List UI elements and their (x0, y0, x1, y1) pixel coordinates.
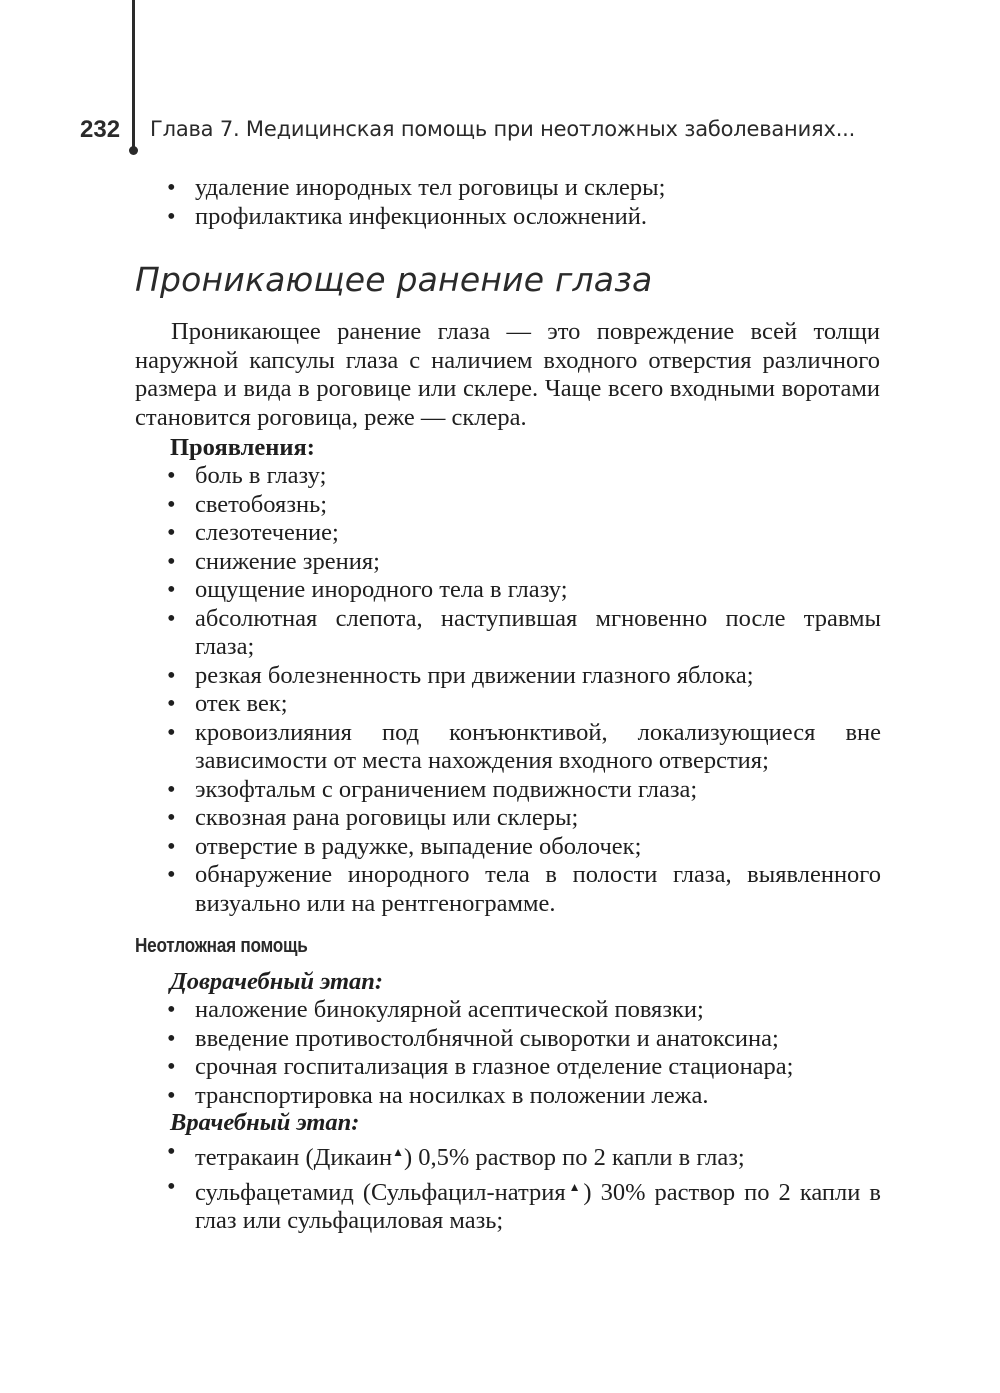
definition-paragraph: Проникающее ранение глаза — это повреждение всей толщи наружной капсулы глаза с наличием входного отверстия различного размера и вида в роговице или склере. Чаще всего входными воротами становится роговица, реже — склера. (135, 318, 880, 431)
list-item: • ощущение инородного тела в глазу; (167, 576, 568, 603)
list-item: • резкая болезненность при движении глазного яблока; (167, 661, 754, 689)
bullet-icon: • (167, 174, 176, 201)
bullet-icon: • (167, 490, 176, 518)
list-item: • транспортировка на носилках в положении лежа. (167, 1081, 709, 1109)
bullet-icon: • (167, 1172, 176, 1200)
manifestations-list (165, 462, 881, 918)
list-item: • введение противостолбнячной сыворотки и анатоксина; (167, 1024, 779, 1052)
section-title: Проникающее ранение глаза (135, 260, 653, 299)
bullet-icon: • (167, 547, 176, 575)
prehospital-list (165, 996, 881, 1110)
list-item: • боль в глазу; (167, 462, 327, 489)
list-item: • отверстие в радужке, выпадение оболочек; (167, 832, 642, 860)
bullet-icon: • (167, 1024, 176, 1052)
triangle-mark-icon: ▲ (565, 1179, 584, 1194)
bullet-icon: • (167, 832, 176, 860)
bullet-icon: • (167, 202, 176, 230)
bullet-icon: • (167, 690, 176, 717)
bullet-icon: • (167, 661, 176, 689)
list-item: • абсолютная слепота, наступившая мгновенно после травмы глаза; (167, 604, 881, 660)
manifestations-label: Проявления: (170, 434, 315, 461)
physician-label: Врачебный этап: (170, 1109, 360, 1136)
list-item: • кровоизлияния под конъюнктивой, локализующиеся вне зависимости от места нахождения входного отверстия; (167, 718, 881, 774)
bullet-icon: • (167, 775, 176, 803)
list-item: • сульфацетамид (Сульфацил-натрия▲) 30% раствор по 2 капли в глаз или сульфациловая мазь; (167, 1172, 881, 1234)
bullet-icon: • (167, 996, 176, 1023)
running-title: Глава 7. Медицинская помощь при неотложных заболеваниях... (150, 117, 856, 141)
list-item: • экзофтальм с ограничением подвижности глаза; (167, 775, 698, 803)
list-item: • снижение зрения; (167, 547, 380, 575)
list-item: • профилактика инфекционных осложнений. (167, 202, 648, 230)
list-item: • срочная госпитализация в глазное отделение стационара; (167, 1053, 794, 1080)
intro-list (165, 174, 881, 231)
list-item: • удаление инородных тел роговицы и склеры; (167, 174, 666, 201)
bullet-icon: • (167, 462, 176, 489)
bullet-icon: • (167, 1138, 176, 1165)
list-item: • слезотечение; (167, 519, 339, 546)
list-item: • отек век; (167, 690, 288, 717)
page-number: 232 (80, 116, 121, 143)
bullet-icon: • (167, 576, 176, 603)
triangle-mark-icon: ▲ (392, 1145, 404, 1159)
emergency-heading: Неотложная помощь (135, 935, 308, 957)
list-item: • тетракаин (Дикаин▲) 0,5% раствор по 2 капли в глаз; (167, 1138, 745, 1171)
list-item: • сквозная рана роговицы или склеры; (167, 804, 579, 831)
list-item: • обнаружение инородного тела в полости глаза, выявленного визуально или на рентгенограмме. (167, 861, 881, 917)
bullet-icon: • (167, 1081, 176, 1109)
list-item: • светобоязнь; (167, 490, 328, 518)
bullet-icon: • (167, 1053, 176, 1080)
bullet-icon: • (167, 804, 176, 831)
physician-list (165, 1138, 881, 1236)
bullet-icon: • (167, 718, 176, 746)
prehospital-label: Доврачебный этап: (170, 968, 384, 995)
bullet-icon: • (167, 519, 176, 546)
list-item: • наложение бинокулярной асептической повязки; (167, 996, 704, 1023)
margin-rule-dot (129, 146, 138, 155)
bullet-icon: • (167, 604, 176, 632)
margin-rule (132, 0, 135, 148)
bullet-icon: • (167, 861, 176, 888)
